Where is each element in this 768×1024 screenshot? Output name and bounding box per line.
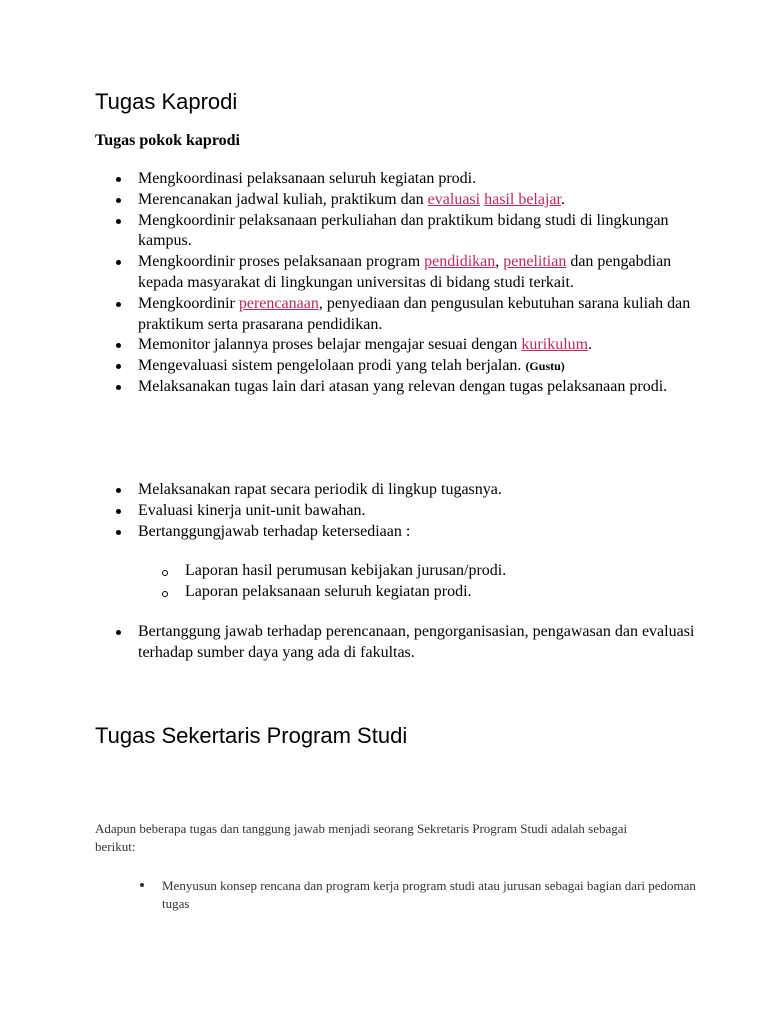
list-item	[138, 335, 698, 356]
kaprodi-task-list-2	[138, 480, 698, 542]
intro-paragraph: Adapun beberapa tugas dan tanggung jawab menjadi seorang Sekretaris Program Studi adalah sebagai berikut:	[95, 821, 628, 854]
list-item: Mengkoordinasi pelaksanaan seluruh kegiatan prodi.	[138, 169, 698, 190]
sublist-item: Laporan pelaksanaan seluruh kegiatan prodi.	[185, 582, 685, 603]
item-text: ,	[495, 253, 504, 271]
link-perencanaan[interactable]: perencanaan	[238, 294, 319, 312]
subtitle-tugas-pokok: Tugas pokok kaprodi	[95, 132, 240, 149]
availability-sublist	[185, 561, 685, 603]
section-title-kaprodi: Tugas Kaprodi	[95, 89, 238, 114]
section-title-sekretaris: Tugas Sekertaris Program Studi	[95, 723, 408, 748]
item-text: .	[560, 190, 565, 208]
item-text: Mengkoordinir proses pelaksanaan program	[138, 253, 425, 271]
source-note: (Gustu)	[525, 359, 565, 374]
link-hasil-belajar[interactable]: hasil belajar	[484, 190, 561, 208]
link-pendidikan[interactable]: pendidikan	[424, 253, 496, 271]
list-item: Bertanggungjawab terhadap ketersediaan :	[138, 522, 698, 543]
item-text: Merencanakan jadwal kuliah, praktikum dan	[138, 190, 428, 208]
list-item	[138, 190, 698, 211]
list-item: Melaksanakan rapat secara periodik di lingkup tugasnya.	[138, 480, 698, 501]
list-item	[138, 356, 698, 377]
item-text: Mengevaluasi sistem pengelolaan prodi yang telah berjalan.	[138, 357, 526, 375]
link-kurikulum[interactable]: kurikulum	[521, 336, 589, 354]
kaprodi-task-list-3	[138, 622, 698, 664]
list-item: Mengkoordinir pelaksanaan perkuliahan dan praktikum bidang studi di lingkungan kampus.	[138, 211, 698, 253]
list-item: Menyusun konsep rencana dan program kerja program studi atau jurusan sebagai bagian dari pedoman tugas	[162, 877, 702, 912]
item-text: Mengkoordinir	[138, 294, 239, 312]
link-penelitian[interactable]: penelitian	[503, 253, 567, 271]
sekretaris-task-list	[162, 877, 702, 912]
list-item: Bertanggung jawab terhadap perencanaan, pengorganisasian, pengawasan dan evaluasi terhadap sumber daya yang ada di fakultas.	[138, 622, 698, 664]
item-text: dan pengabdian kepada masyarakat di lingkungan universitas di bidang studi terkait.	[138, 253, 672, 291]
item-text: , penyediaan dan pengusulan kebutuhan sarana kuliah dan praktikum serta prasarana pendidikan.	[138, 294, 691, 333]
list-item: Melaksanakan tugas lain dari atasan yang relevan dengan tugas pelaksanaan prodi.	[138, 377, 698, 398]
sublist-item: Laporan hasil perumusan kebijakan jurusan/prodi.	[185, 561, 685, 582]
item-text: .	[588, 336, 593, 354]
link-evaluasi[interactable]: evaluasi	[427, 190, 481, 208]
item-text: Memonitor jalannya proses belajar mengajar sesuai dengan	[138, 336, 522, 354]
kaprodi-task-list	[138, 169, 698, 398]
list-item: Evaluasi kinerja unit-unit bawahan.	[138, 501, 698, 522]
list-item	[138, 294, 698, 336]
list-item	[138, 252, 698, 294]
